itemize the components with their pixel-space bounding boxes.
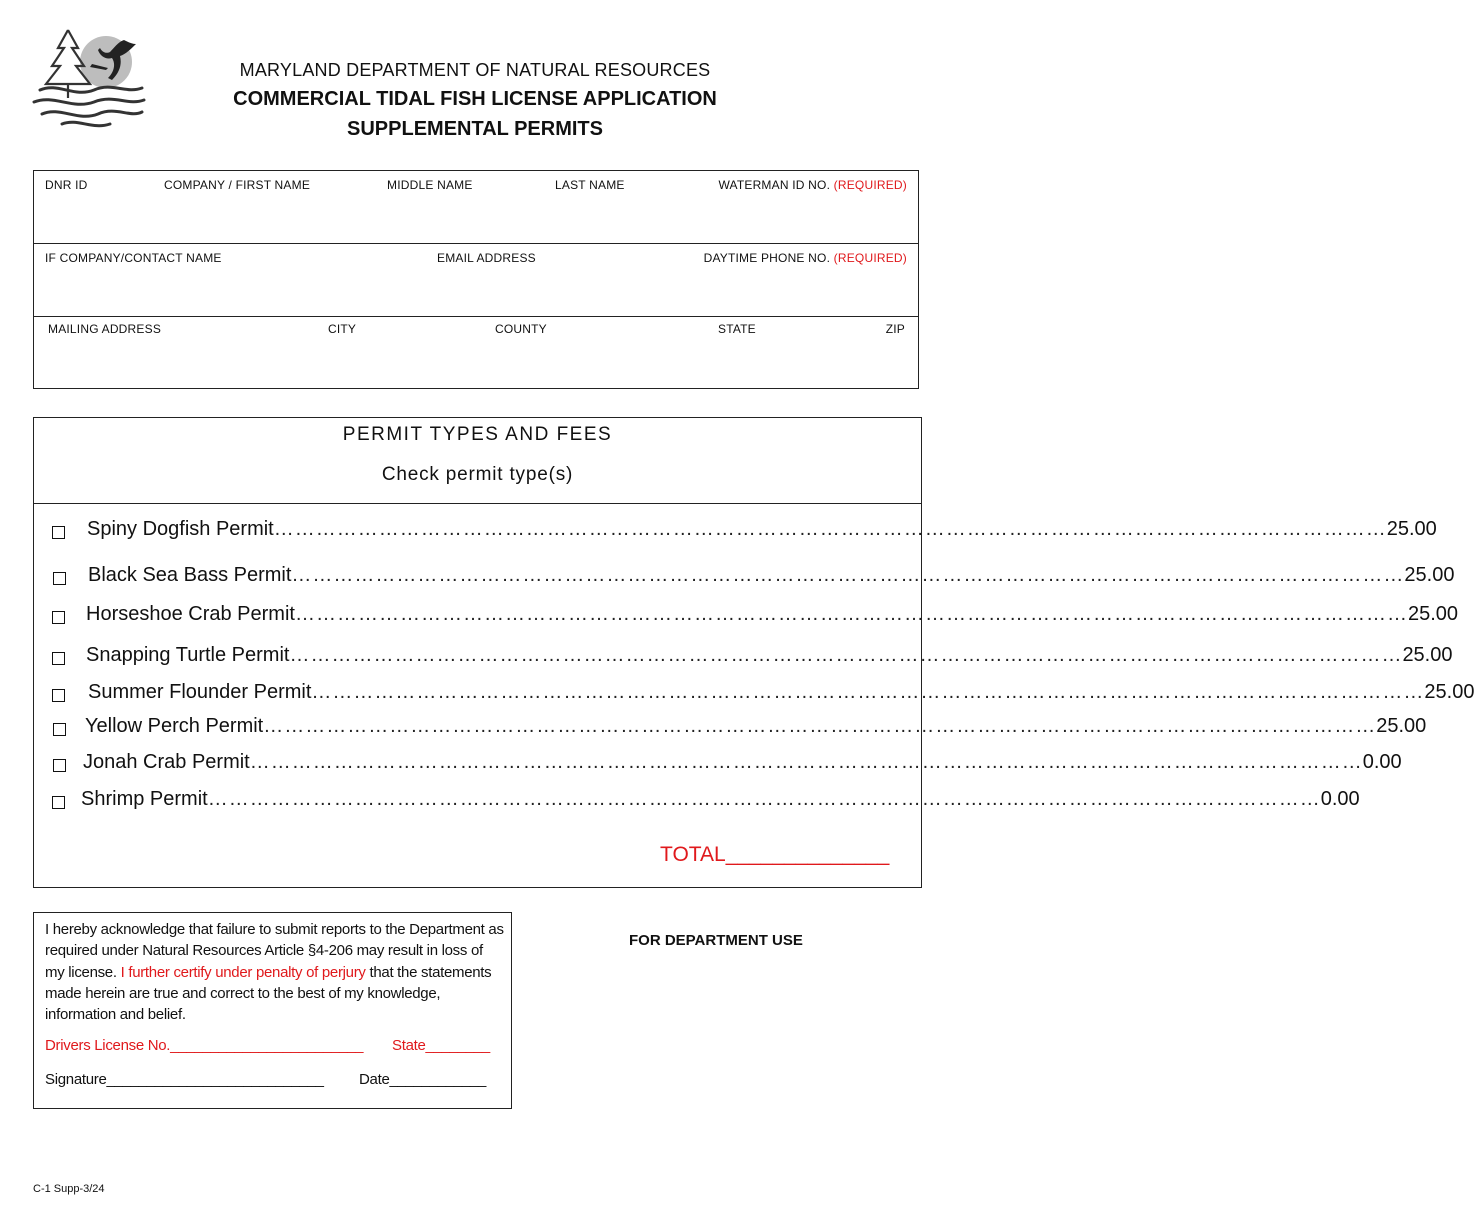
- permit-fee: 25.00: [1404, 564, 1455, 586]
- phone-label: DAYTIME PHONE NO. (REQUIRED): [703, 251, 907, 265]
- permit-types-box: [33, 417, 1474, 888]
- drivers-license-field[interactable]: Drivers License No.________________________: [45, 1037, 364, 1054]
- permit-name: Horseshoe Crab Permit: [86, 603, 295, 625]
- permit-instruction: Check permit type(s): [381, 464, 574, 485]
- permit-fee: 25.00: [1424, 681, 1474, 703]
- signature-field[interactable]: Signature___________________________: [45, 1071, 324, 1088]
- agency-name: MARYLAND DEPARTMENT OF NATURAL RESOURCES: [239, 60, 711, 80]
- dot-leader: ……………………………………………………………………………………………………………………………………………: [294, 603, 1408, 625]
- certification-text: I hereby acknowledge that failure to submit reports to the Department as required under Natural Resources Article §4-206 may result in loss of my license. I further certify under penalty of perjury that the statements made herein are true and correct to the best of my knowledge, information and belief.: [45, 921, 504, 1024]
- dot-leader: ……………………………………………………………………………………………………………………………………………: [263, 715, 1377, 737]
- permit-checkbox[interactable]: [52, 526, 65, 539]
- dot-leader: ……………………………………………………………………………………………………………………………………………: [311, 681, 1425, 703]
- permit-title: PERMIT TYPES AND FEES: [342, 424, 613, 445]
- permit-row: [34, 715, 1427, 745]
- contact-name-label: IF COMPANY/CONTACT NAME: [45, 251, 222, 265]
- permit-row: [34, 644, 1453, 674]
- required-note: (REQUIRED): [833, 251, 907, 265]
- permit-checkbox[interactable]: [53, 723, 66, 736]
- permit-checkbox[interactable]: [53, 572, 66, 585]
- dot-leader: ……………………………………………………………………………………………………………………………………………: [273, 518, 1387, 540]
- dot-leader: ……………………………………………………………………………………………………………………………………………: [249, 751, 1363, 773]
- middle-name-label: MIDDLE NAME: [387, 178, 473, 192]
- permit-name: Black Sea Bass Permit: [88, 564, 292, 586]
- permit-fee: 25.00: [1376, 715, 1427, 737]
- permit-row: [34, 681, 1474, 711]
- county-label: COUNTY: [495, 322, 547, 336]
- department-use-label: FOR DEPARTMENT USE: [629, 932, 803, 949]
- permit-row: [34, 564, 1455, 594]
- dot-leader: ……………………………………………………………………………………………………………………………………………: [289, 644, 1403, 666]
- waterman-id-label: WATERMAN ID NO. (REQUIRED): [718, 178, 907, 192]
- permit-name: Spiny Dogfish Permit: [87, 518, 274, 540]
- permit-row: [34, 751, 1402, 781]
- permit-name: Summer Flounder Permit: [88, 681, 312, 703]
- form-subtitle: SUPPLEMENTAL PERMITS: [347, 118, 603, 140]
- info-row-name[interactable]: [34, 171, 918, 243]
- permit-row: [34, 788, 1360, 818]
- license-state-field[interactable]: State________: [392, 1037, 490, 1054]
- permit-fee: 0.00: [1320, 788, 1360, 810]
- permit-checkbox[interactable]: [52, 611, 65, 624]
- form-title: COMMERCIAL TIDAL FISH LICENSE APPLICATION: [233, 88, 717, 110]
- permit-row: [34, 518, 1437, 548]
- permit-fee: 0.00: [1362, 751, 1402, 773]
- dot-leader: ……………………………………………………………………………………………………………………………………………: [291, 564, 1405, 586]
- dnr-id-label: DNR ID: [45, 178, 88, 192]
- applicant-info-box: [33, 170, 919, 389]
- penalty-statement: I further certify under penalty of perjury: [120, 963, 366, 981]
- form-code: C-1 Supp-3/24: [33, 1183, 105, 1195]
- last-name-label: LAST NAME: [555, 178, 625, 192]
- email-label: EMAIL ADDRESS: [437, 251, 536, 265]
- company-first-name-label: COMPANY / FIRST NAME: [164, 178, 311, 192]
- permit-name: Yellow Perch Permit: [85, 715, 264, 737]
- permit-checkbox[interactable]: [52, 689, 65, 702]
- permit-checkbox[interactable]: [52, 652, 65, 665]
- permit-fee: 25.00: [1407, 603, 1459, 625]
- permit-name: Snapping Turtle Permit: [86, 644, 290, 666]
- zip-label: ZIP: [885, 322, 905, 336]
- permit-fee: 25.00: [1402, 644, 1453, 666]
- permit-name: Shrimp Permit: [81, 788, 208, 810]
- mailing-address-label: MAILING ADDRESS: [48, 322, 162, 336]
- required-note: (REQUIRED): [833, 178, 907, 192]
- permit-checkbox[interactable]: [52, 796, 65, 809]
- permit-row: [34, 603, 1459, 633]
- total-label: TOTAL: [660, 843, 726, 866]
- permit-header: [34, 418, 921, 504]
- total-blank: ______________: [725, 843, 890, 866]
- state-label: STATE: [718, 322, 756, 336]
- info-row-contact[interactable]: [34, 243, 918, 316]
- date-field[interactable]: Date____________: [359, 1071, 486, 1088]
- permit-name: Jonah Crab Permit: [83, 751, 250, 773]
- total-field[interactable]: [660, 843, 889, 867]
- certification-box: [33, 912, 512, 1109]
- info-row-address[interactable]: [34, 316, 918, 389]
- dot-leader: ……………………………………………………………………………………………………………………………………………: [207, 788, 1321, 810]
- city-label: CITY: [328, 322, 357, 336]
- permit-fee: 25.00: [1386, 518, 1437, 540]
- permit-checkbox[interactable]: [53, 759, 66, 772]
